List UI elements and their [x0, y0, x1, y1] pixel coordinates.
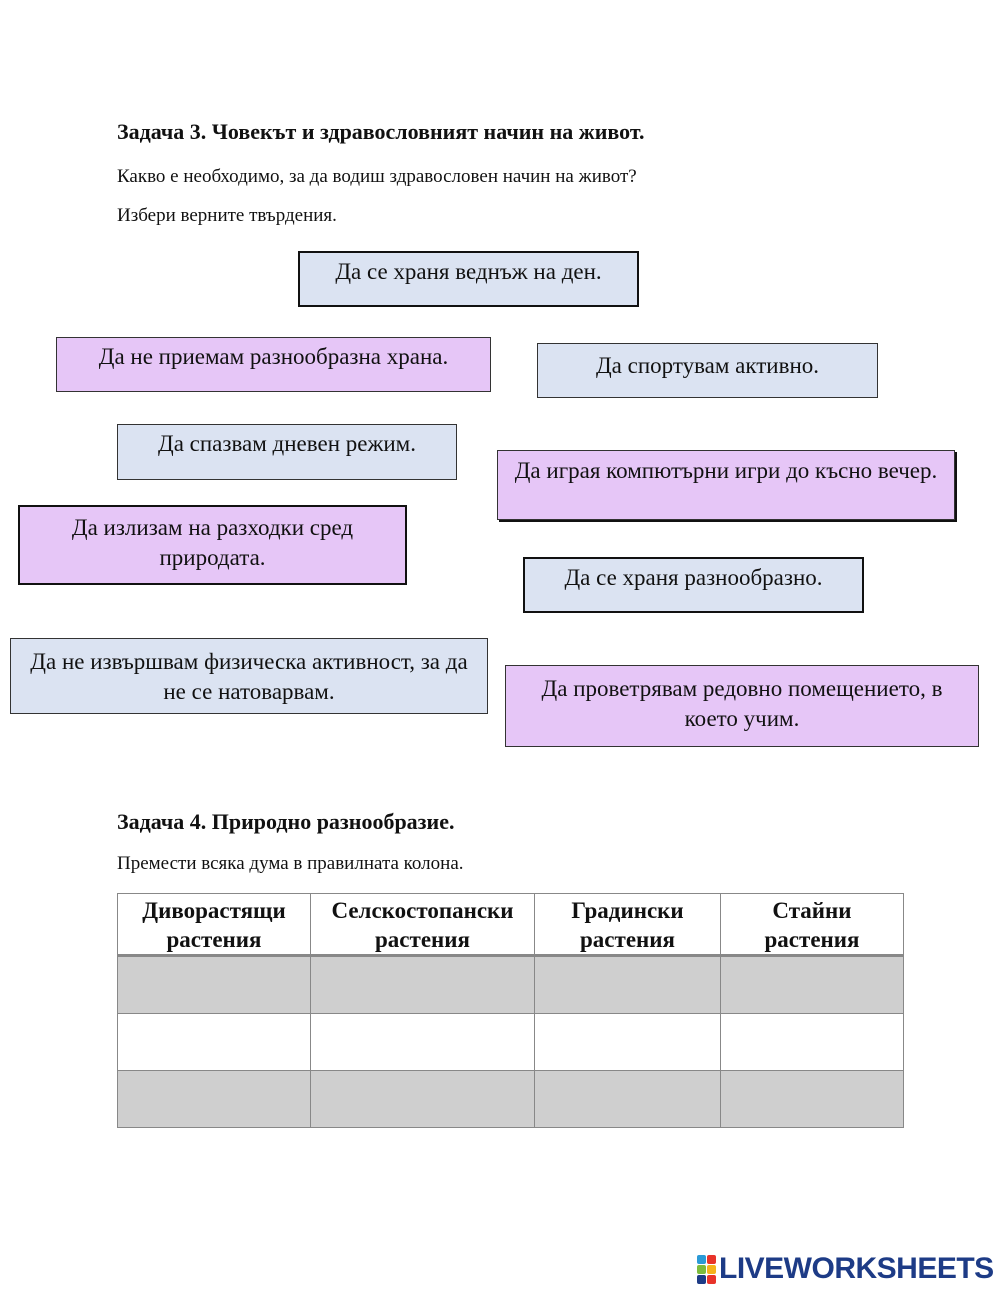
drop-cell[interactable]: [311, 1014, 535, 1071]
brand-name: LIVEWORKSHEETS: [719, 1252, 994, 1285]
answer-card-daily-routine[interactable]: Да спазвам дневен режим.: [117, 424, 457, 480]
liveworksheets-logo: [697, 1252, 994, 1286]
task4-title: Задача 4. Природно разнообразие.: [117, 809, 455, 834]
table-row: [118, 1014, 904, 1071]
drop-cell[interactable]: [118, 1014, 311, 1071]
drop-cell[interactable]: [535, 1014, 721, 1071]
task4-instruction: Премести всяка дума в правилната колона.: [117, 853, 464, 874]
drop-cell[interactable]: [118, 1071, 311, 1128]
liveworksheets-logo-icon: [697, 1255, 716, 1284]
answer-card-nature-walks[interactable]: Да излизам на разходки сред природата.: [18, 505, 407, 585]
table-row: [118, 1071, 904, 1128]
answer-card-do-sports[interactable]: Да спортувам активно.: [537, 343, 878, 398]
answer-card-no-varied-food[interactable]: Да не приемам разнообразна храна.: [56, 337, 491, 392]
drop-cell[interactable]: [118, 956, 311, 1014]
drop-cell[interactable]: [535, 956, 721, 1014]
drop-cell[interactable]: [721, 1071, 904, 1128]
answer-card-eat-varied[interactable]: Да се храня разнообразно.: [523, 557, 864, 613]
task3-question: Какво е необходимо, за да водиш здравословен начин на живот?: [117, 166, 637, 187]
column-header-wild-plants: Диворастящи растения: [118, 894, 311, 956]
column-header-agricultural-plants: Селскостопански растения: [311, 894, 535, 956]
drop-cell[interactable]: [311, 1071, 535, 1128]
column-header-house-plants: Стайни растения: [721, 894, 904, 956]
answer-card-late-games[interactable]: Да играя компютърни игри до късно вечер.: [497, 450, 955, 520]
answer-card-eat-once-a-day[interactable]: Да се храня веднъж на ден.: [298, 251, 639, 307]
task3-instruction: Избери верните твърдения.: [117, 205, 337, 226]
drop-cell[interactable]: [535, 1071, 721, 1128]
drop-cell[interactable]: [311, 956, 535, 1014]
drop-cell[interactable]: [721, 1014, 904, 1071]
table-header-row: [118, 894, 904, 956]
sorting-table: [117, 893, 904, 1128]
answer-card-no-physical-activity[interactable]: Да не извършвам физическа активност, за да не се натоварвам.: [10, 638, 488, 714]
drop-cell[interactable]: [721, 956, 904, 1014]
answer-card-ventilate-room[interactable]: Да проветрявам редовно помещението, в което учим.: [505, 665, 979, 747]
table-row: [118, 956, 904, 1014]
column-header-garden-plants: Градински растения: [535, 894, 721, 956]
task3-title: Задача 3. Човекът и здравословният начин на живот.: [117, 119, 645, 144]
